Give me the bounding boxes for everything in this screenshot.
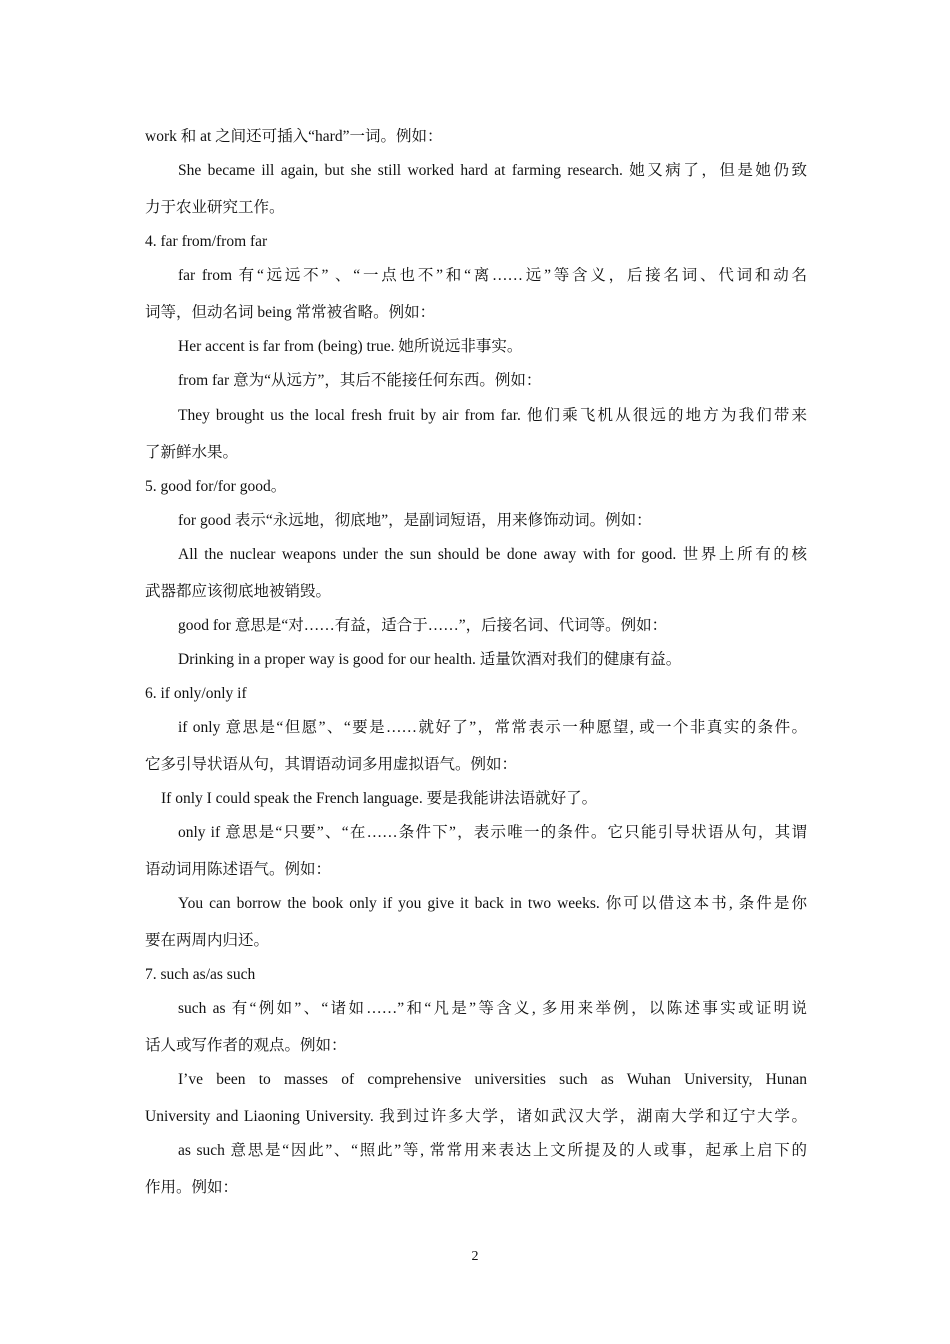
explanation-text: as such 意思是“因此”、“照此”等, 常常用来表达上文所提及的人或事，起承上启下的 bbox=[178, 1142, 807, 1159]
text-line: 词等，但动名词 being 常常被省略。例如： bbox=[145, 304, 436, 321]
explanation-text: if only 意思是“但愿”、“要是……就好了”，常常表示一种愿望, 或一个非真实的条件。 bbox=[178, 719, 807, 736]
text-line: 话人或写作者的观点。例如： bbox=[145, 1037, 347, 1054]
text-line: 力于农业研究工作。 bbox=[145, 199, 285, 216]
explanation-text: for good 表示“永远地，彻底地”，是副词短语，用来修饰动词。例如： bbox=[178, 512, 652, 529]
example-sentence: She became ill again, but she still worked hard at farming research. 她又病了，但是她仍致 bbox=[178, 162, 807, 179]
example-sentence: All the nuclear weapons under the sun should be done away with for good. 世界上所有的核 bbox=[178, 546, 807, 563]
explanation-text: good for 意思是“对……有益，适合于……”，后接名词、代词等。例如： bbox=[178, 617, 668, 634]
example-sentence: Her accent is far from (being) true. 她所说远非事实。 bbox=[178, 338, 523, 355]
text-line: 作用。例如： bbox=[145, 1179, 239, 1196]
explanation-text: far from 有“远远不” 、“一点也不”和“离……远”等含义，后接名词、代词和动名 bbox=[178, 267, 807, 284]
text-line: 语动词用陈述语气。例如： bbox=[145, 861, 332, 878]
example-sentence: You can borrow the book only if you give it back in two weeks. 你可以借这本书, 条件是你 bbox=[178, 895, 807, 912]
explanation-text: from far 意为“从远方”，其后不能接任何东西。例如： bbox=[178, 372, 542, 389]
section-heading: 6. if only/only if bbox=[145, 685, 247, 702]
example-sentence: I’ve been to masses of comprehensive universities such as Wuhan University, Hunan bbox=[178, 1071, 807, 1088]
text-line: 了新鲜水果。 bbox=[145, 444, 239, 461]
text-line: University and Liaoning University. 我到过许多大学，诸如武汉大学，湖南大学和辽宁大学。 bbox=[145, 1108, 807, 1125]
section-heading: 5. good for/for good。 bbox=[145, 478, 287, 495]
text-line: work 和 at 之间还可插入“hard”一词。例如： bbox=[145, 128, 443, 145]
page-number: 2 bbox=[471, 1249, 479, 1264]
explanation-text: only if 意思是“只要”、“在……条件下”，表示唯一的条件。它只能引导状语从句，其谓 bbox=[178, 824, 807, 841]
text-line: 武器都应该彻底地被销毁。 bbox=[145, 583, 332, 600]
explanation-text: such as 有“例如”、“诸如……”和“凡是”等含义, 多用来举例，以陈述事实或证明说 bbox=[178, 1000, 807, 1017]
example-sentence: They brought us the local fresh fruit by air from far. 他们乘飞机从很远的地方为我们带来 bbox=[178, 407, 807, 424]
example-sentence: Drinking in a proper way is good for our health. 适量饮酒对我们的健康有益。 bbox=[178, 651, 682, 668]
section-heading: 7. such as/as such bbox=[145, 966, 256, 983]
text-line: 要在两周内归还。 bbox=[145, 932, 270, 949]
section-heading: 4. far from/from far bbox=[145, 233, 268, 250]
text-line: 它多引导状语从句，其谓语动词多用虚拟语气。例如： bbox=[145, 756, 518, 773]
example-sentence: If only I could speak the French language. 要是我能讲法语就好了。 bbox=[161, 790, 598, 807]
